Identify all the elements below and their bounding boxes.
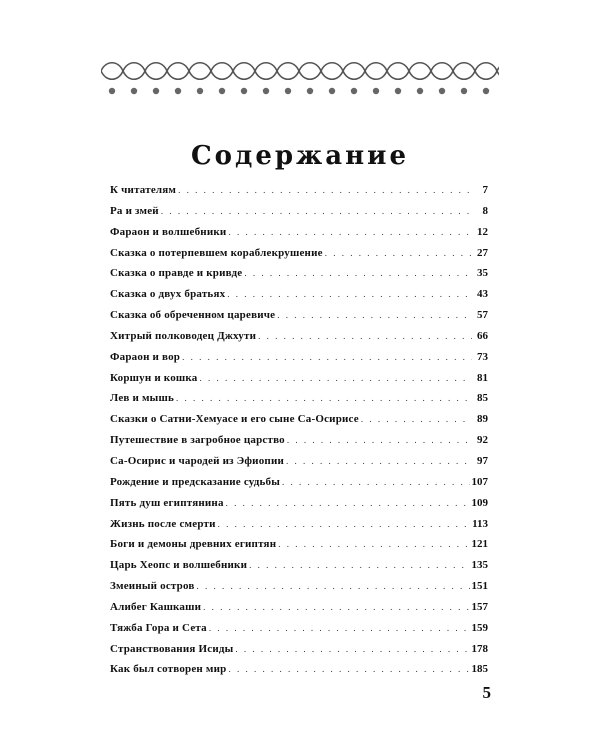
toc-entry-page: 73 bbox=[477, 350, 488, 363]
toc-entry-page: 109 bbox=[471, 496, 488, 509]
toc-leader-dots bbox=[226, 493, 470, 514]
toc-leader-dots bbox=[287, 430, 472, 451]
toc-leader-dots bbox=[218, 514, 470, 535]
toc-leader-dots bbox=[209, 618, 470, 639]
toc-entry-page: 57 bbox=[477, 309, 488, 322]
toc-entry bbox=[110, 326, 488, 347]
toc-entry-title: Пять душ египтянина bbox=[110, 496, 224, 509]
toc-leader-dots bbox=[282, 472, 469, 493]
toc-entry-page: 185 bbox=[471, 663, 488, 676]
toc-entry-page: 85 bbox=[477, 392, 488, 405]
toc-entry bbox=[110, 409, 488, 430]
toc-entry-title: Тяжба Гора и Сета bbox=[110, 621, 207, 634]
toc-entry bbox=[110, 263, 488, 284]
toc-entry-title: К читателям bbox=[110, 184, 177, 196]
scroll-ornament-icon bbox=[101, 58, 499, 98]
toc-entry bbox=[110, 243, 488, 264]
toc-leader-dots bbox=[197, 576, 470, 597]
toc-entry-title: Боги и демоны древних египтян bbox=[110, 538, 277, 551]
toc-entry-title: Сказка о двух братьях bbox=[110, 288, 226, 301]
toc-entry-page: 151 bbox=[471, 580, 488, 593]
toc-entry-page: 107 bbox=[471, 475, 488, 488]
toc-entry bbox=[110, 284, 488, 305]
toc-entry-page: 81 bbox=[477, 371, 488, 384]
toc-entry-page: 97 bbox=[477, 454, 488, 467]
toc-leader-dots bbox=[244, 263, 472, 284]
toc-entry bbox=[110, 180, 488, 201]
toc-entry-title: Сказка об обреченном царевиче bbox=[110, 309, 276, 322]
toc-entry bbox=[110, 347, 488, 368]
toc-entry-page: 157 bbox=[471, 600, 488, 613]
toc-entry bbox=[110, 451, 488, 472]
toc-entry bbox=[110, 639, 488, 660]
toc-entry-title: Как был сотворен мир bbox=[110, 663, 227, 676]
toc-entry-title: Лев и мышь bbox=[110, 392, 174, 405]
page-title: Содержание bbox=[190, 141, 410, 172]
toc-leader-dots bbox=[182, 347, 472, 368]
toc-leader-dots bbox=[249, 555, 469, 576]
toc-leader-dots bbox=[278, 534, 469, 555]
toc-entry-page: 92 bbox=[477, 434, 488, 447]
toc-entry-title: Путешествие в загробное царство bbox=[110, 434, 285, 447]
toc-entry-title: Жизнь после смерти bbox=[110, 517, 216, 530]
toc-entry bbox=[110, 493, 488, 514]
toc-entry-page: 7 bbox=[482, 184, 488, 196]
toc-entry-page: 12 bbox=[477, 225, 488, 238]
toc-leader-dots bbox=[277, 305, 472, 326]
toc-entry-title: Сказки о Сатни-Хемуасе и его сыне Са-Осирисе bbox=[110, 413, 359, 426]
toc-leader-dots bbox=[286, 451, 472, 472]
toc-entry-title: Царь Хеопс и волшебники bbox=[110, 559, 248, 572]
toc-entry-page: 113 bbox=[472, 517, 488, 530]
toc-entry-title: Алибег Кашкаши bbox=[110, 600, 202, 613]
toc-leader-dots bbox=[199, 368, 472, 389]
toc-entry-title: Фараон и вор bbox=[110, 350, 181, 363]
toc-leader-dots bbox=[258, 326, 472, 347]
table-of-contents bbox=[110, 180, 488, 680]
toc-entry bbox=[110, 597, 488, 618]
toc-entry-title: Коршун и кошка bbox=[110, 371, 198, 384]
toc-leader-dots bbox=[228, 222, 472, 243]
toc-entry-title: Рождение и предсказание судьбы bbox=[110, 475, 281, 488]
toc-entry-title: Странствования Исиды bbox=[110, 642, 234, 655]
toc-entry-title: Змеиный остров bbox=[110, 580, 195, 593]
toc-entry-title: Ра и змей bbox=[110, 204, 159, 217]
toc-entry bbox=[110, 368, 488, 389]
toc-entry-title: Хитрый полководец Джхути bbox=[110, 329, 257, 342]
toc-entry-title: Фараон и волшебники bbox=[110, 225, 227, 238]
toc-entry bbox=[110, 618, 488, 639]
toc-entry bbox=[110, 201, 488, 222]
toc-entry bbox=[110, 430, 488, 451]
page-number: 5 bbox=[482, 683, 491, 702]
toc-leader-dots bbox=[228, 659, 469, 680]
toc-leader-dots bbox=[361, 409, 472, 430]
toc-entry bbox=[110, 555, 488, 576]
toc-leader-dots bbox=[325, 243, 472, 264]
toc-entry bbox=[110, 576, 488, 597]
toc-entry bbox=[110, 305, 488, 326]
toc-entry bbox=[110, 472, 488, 493]
toc-entry-page: 35 bbox=[477, 267, 488, 280]
toc-entry-page: 89 bbox=[477, 413, 488, 426]
toc-leader-dots bbox=[161, 201, 472, 222]
toc-leader-dots bbox=[176, 388, 472, 409]
toc-entry-title: Са-Осирис и чародей из Эфиопии bbox=[110, 454, 285, 467]
toc-leader-dots bbox=[227, 284, 472, 305]
toc-entry-page: 8 bbox=[482, 204, 488, 217]
toc-entry-page: 178 bbox=[471, 642, 488, 655]
toc-entry bbox=[110, 659, 488, 680]
toc-leader-dots bbox=[235, 639, 469, 660]
toc-entry-title: Сказка о правде и кривде bbox=[110, 267, 243, 280]
toc-entry bbox=[110, 222, 488, 243]
toc-entry-page: 43 bbox=[477, 288, 488, 301]
toc-leader-dots bbox=[203, 597, 469, 618]
toc-entry-page: 121 bbox=[471, 538, 488, 551]
toc-entry bbox=[110, 388, 488, 409]
toc-entry-page: 27 bbox=[477, 246, 488, 259]
toc-entry-page: 66 bbox=[477, 329, 488, 342]
toc-entry-page: 159 bbox=[471, 621, 488, 634]
toc-entry bbox=[110, 534, 488, 555]
toc-entry bbox=[110, 514, 488, 535]
toc-entry-title: Сказка о потерпевшем кораблекрушение bbox=[110, 246, 323, 259]
toc-entry-page: 135 bbox=[471, 559, 488, 572]
toc-leader-dots bbox=[178, 180, 472, 201]
